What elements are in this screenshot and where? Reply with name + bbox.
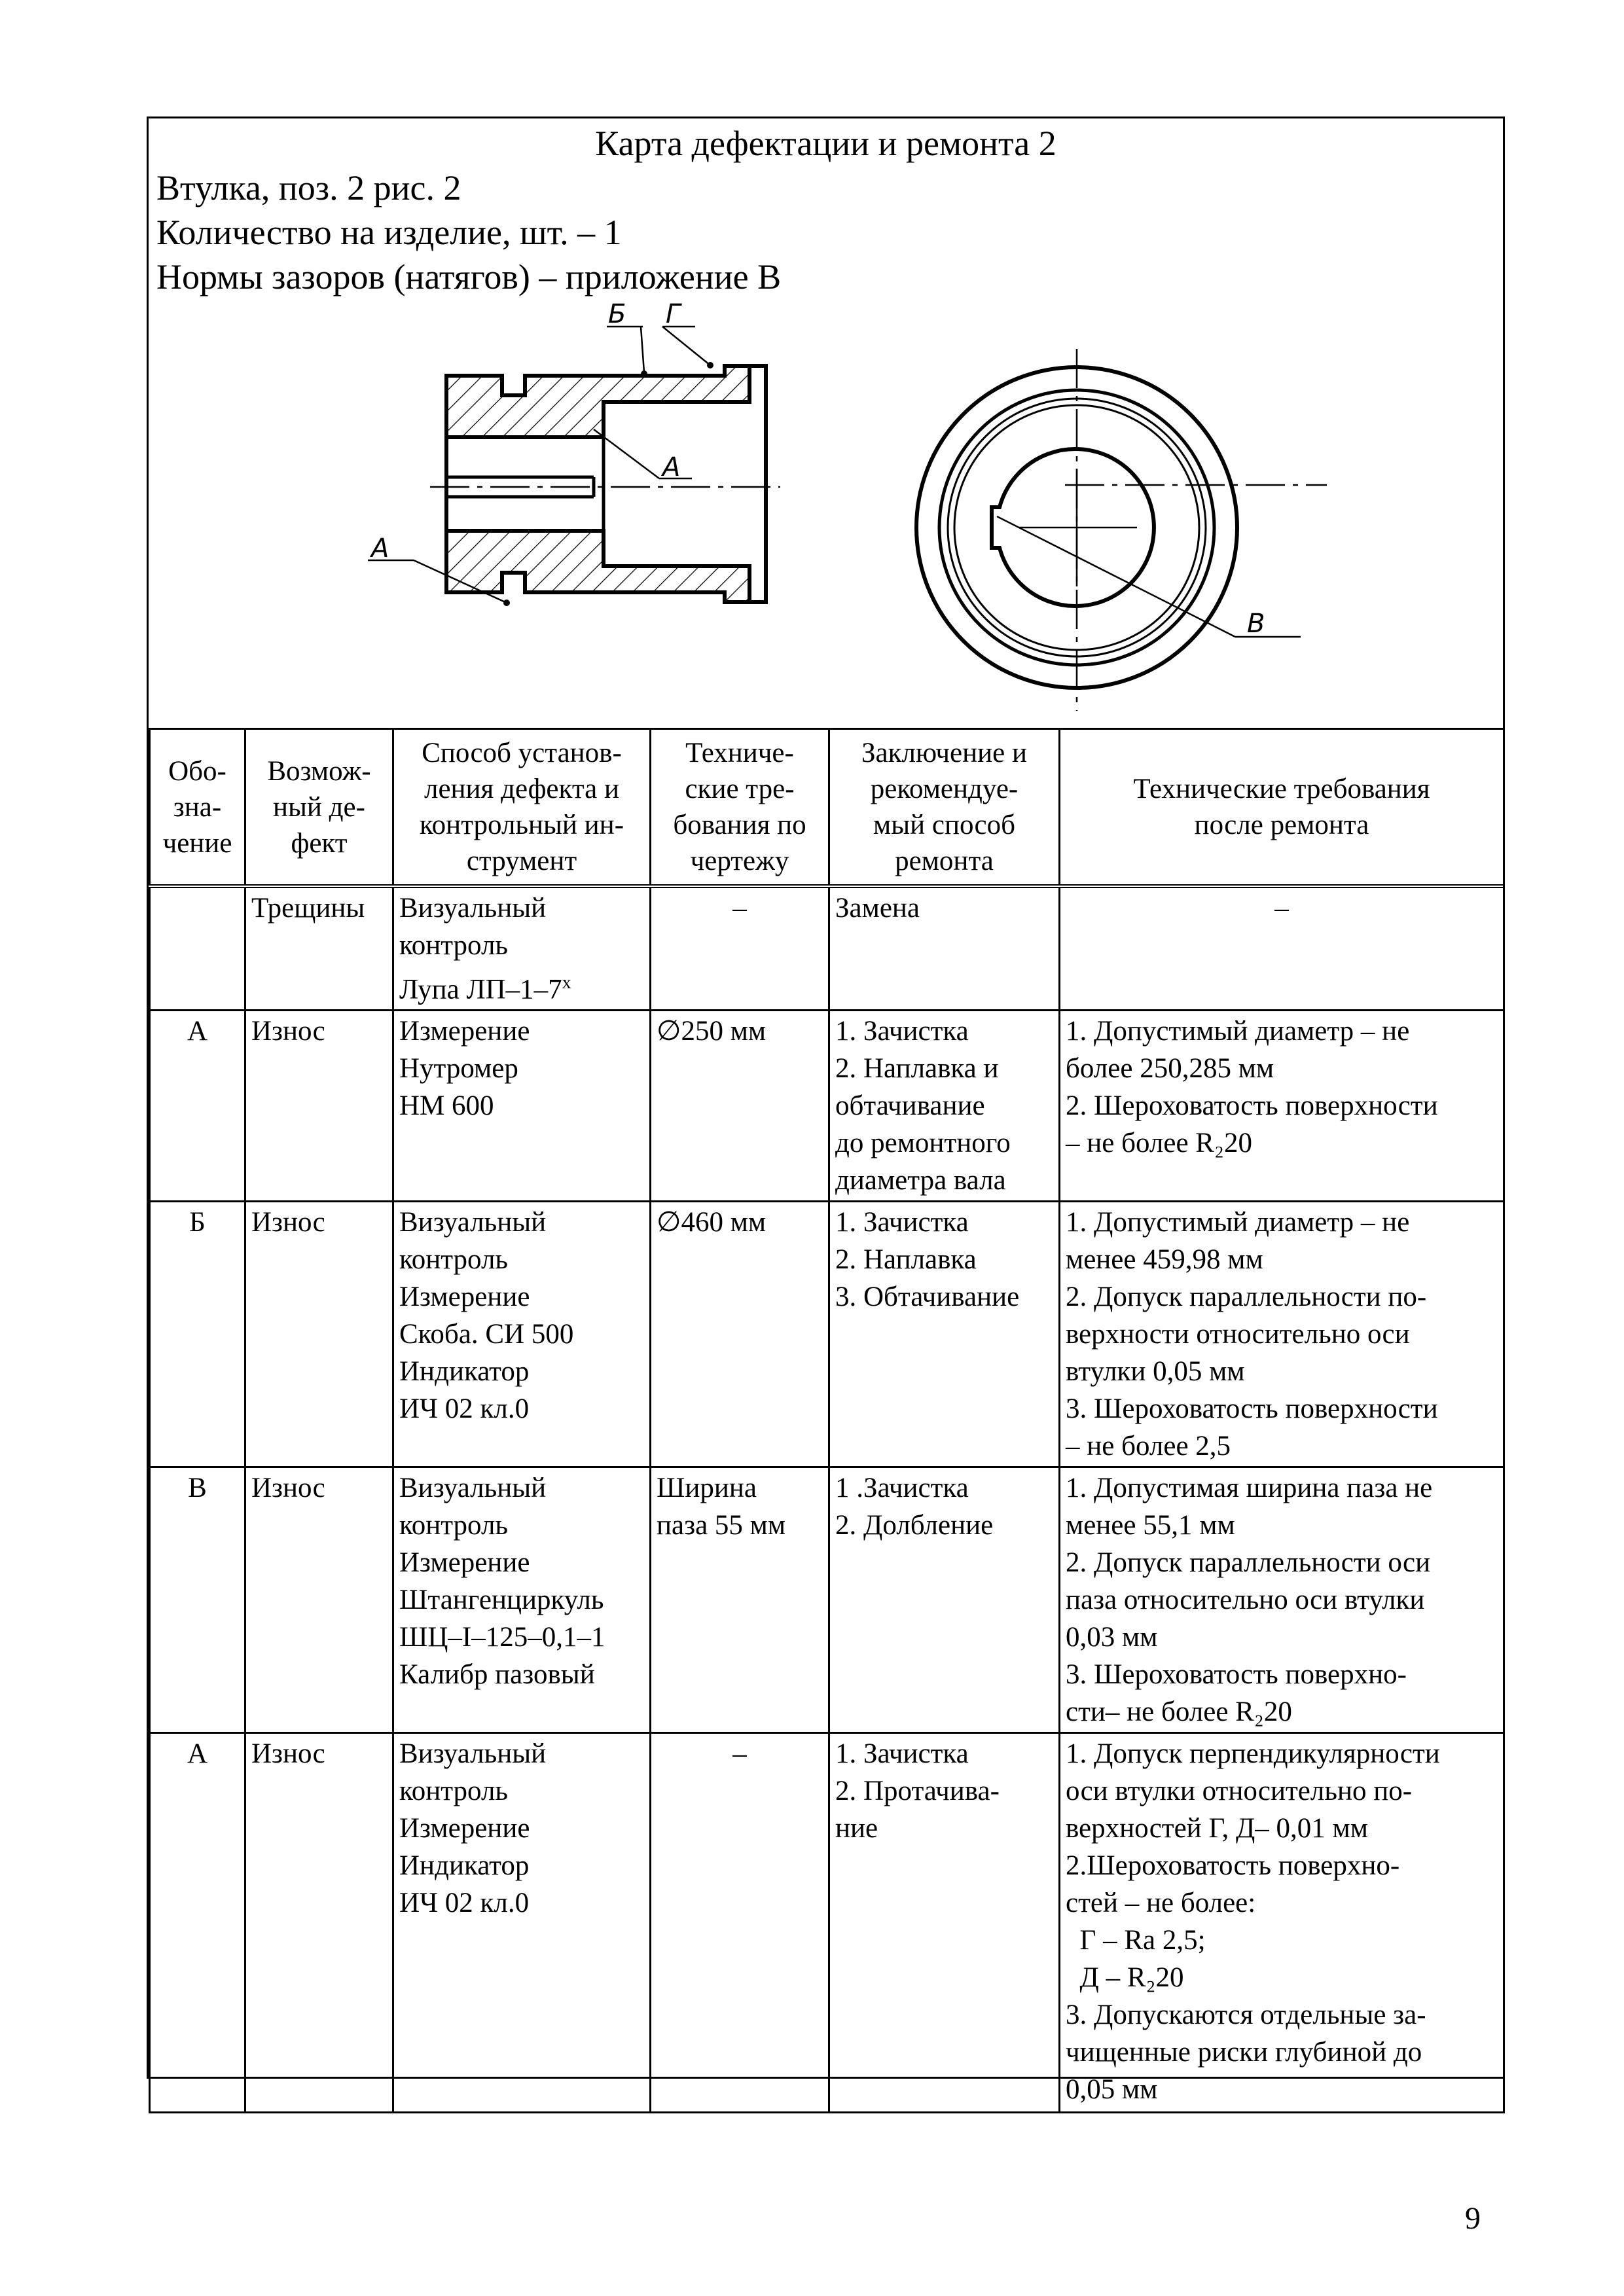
label-a-inner: А (662, 452, 681, 482)
table-row: А Износ Измерение Нутромер НМ 600 ∅250 мм 1. Зачистка 2. Наплавка и обтачивание до ремонтного диаметра вала 1. Допустимый диаметр – не более 250,285 мм 2. Шероховатость поверхности – не более R₂20 (150, 1011, 1504, 1202)
label-b: Б (608, 299, 626, 329)
card-title: Карта дефектации и ремонта 2 (595, 124, 1056, 163)
card-header (149, 118, 1503, 730)
clearance-norms-line: Нормы зазоров (натягов) – приложение В (156, 257, 782, 296)
table-row: А Износ Визуальный контроль Измерение Индикатор ИЧ 02 кл.0 – 1. Зачистка 2. Протачива- ние 1. Допуск перпендикулярности оси втулки относительно по- верхностей Г, Д– 0,01 мм 2.Шероховатость поверхно- стей – не более: Г – Ra 2,5; Д – R₂20 3. Допускаются отдельные за- чищенные риски глубиной до 0,05 мм (150, 1733, 1504, 2113)
defect-card-frame (147, 117, 1505, 2106)
label-a-left: А (371, 533, 389, 564)
col-repair: Заключение и рекомендуе- мый способ ремонта (829, 729, 1060, 887)
col-method: Способ установ- ления дефекта и контрольный ин- струмент (393, 729, 651, 887)
col-defect: Возмож- ный де- фект (245, 729, 393, 887)
end-view (916, 349, 1327, 711)
quantity-line: Количество на изделие, шт. – 1 (156, 213, 622, 252)
table-row: Б Износ Визуальный контроль Измерение Скоба. СИ 500 Индикатор ИЧ 02 кл.0 ∅460 мм 1. Зачистка 2. Наплавка 3. Обтачивание 1. Допустимый диаметр – не менее 459,98 мм 2. Допуск параллельности по- верхности относительно оси втулки 0,05 мм 3. Шероховатость поверхности – не более 2,5 (150, 1202, 1504, 1467)
table-row: В Износ Визуальный контроль Измерение Штангенциркуль ШЦ–I–125–0,1–1 Калибр пазовый Ширина паза 55 мм 1 .Зачистка 2. Долбление 1. Допустимая ширина паза не менее 55,1 мм 2. Допуск параллельности оси паза относительно оси втулки 0,03 мм 3. Шероховатость поверхно- сти– не более R₂20 (150, 1467, 1504, 1733)
bushing-drawing (149, 118, 1503, 728)
page-number: 9 (1465, 2201, 1481, 2236)
defect-table (149, 728, 1505, 2113)
section-view (368, 327, 780, 606)
part-name-line: Втулка, поз. 2 рис. 2 (156, 168, 461, 207)
table-header-row (150, 729, 1504, 887)
col-after-repair: Технические требования после ремонта (1060, 729, 1504, 887)
label-g: Г (666, 299, 681, 329)
table-row: Трещины Визуальный контроль Лупа $ЛП-1-7^х$ – Замена – (150, 886, 1504, 1011)
label-v: В (1247, 609, 1265, 639)
col-drawing-req: Техниче- ские тре- бования по чертежу (651, 729, 829, 887)
col-designation: Обо- зна- чение (150, 729, 245, 887)
